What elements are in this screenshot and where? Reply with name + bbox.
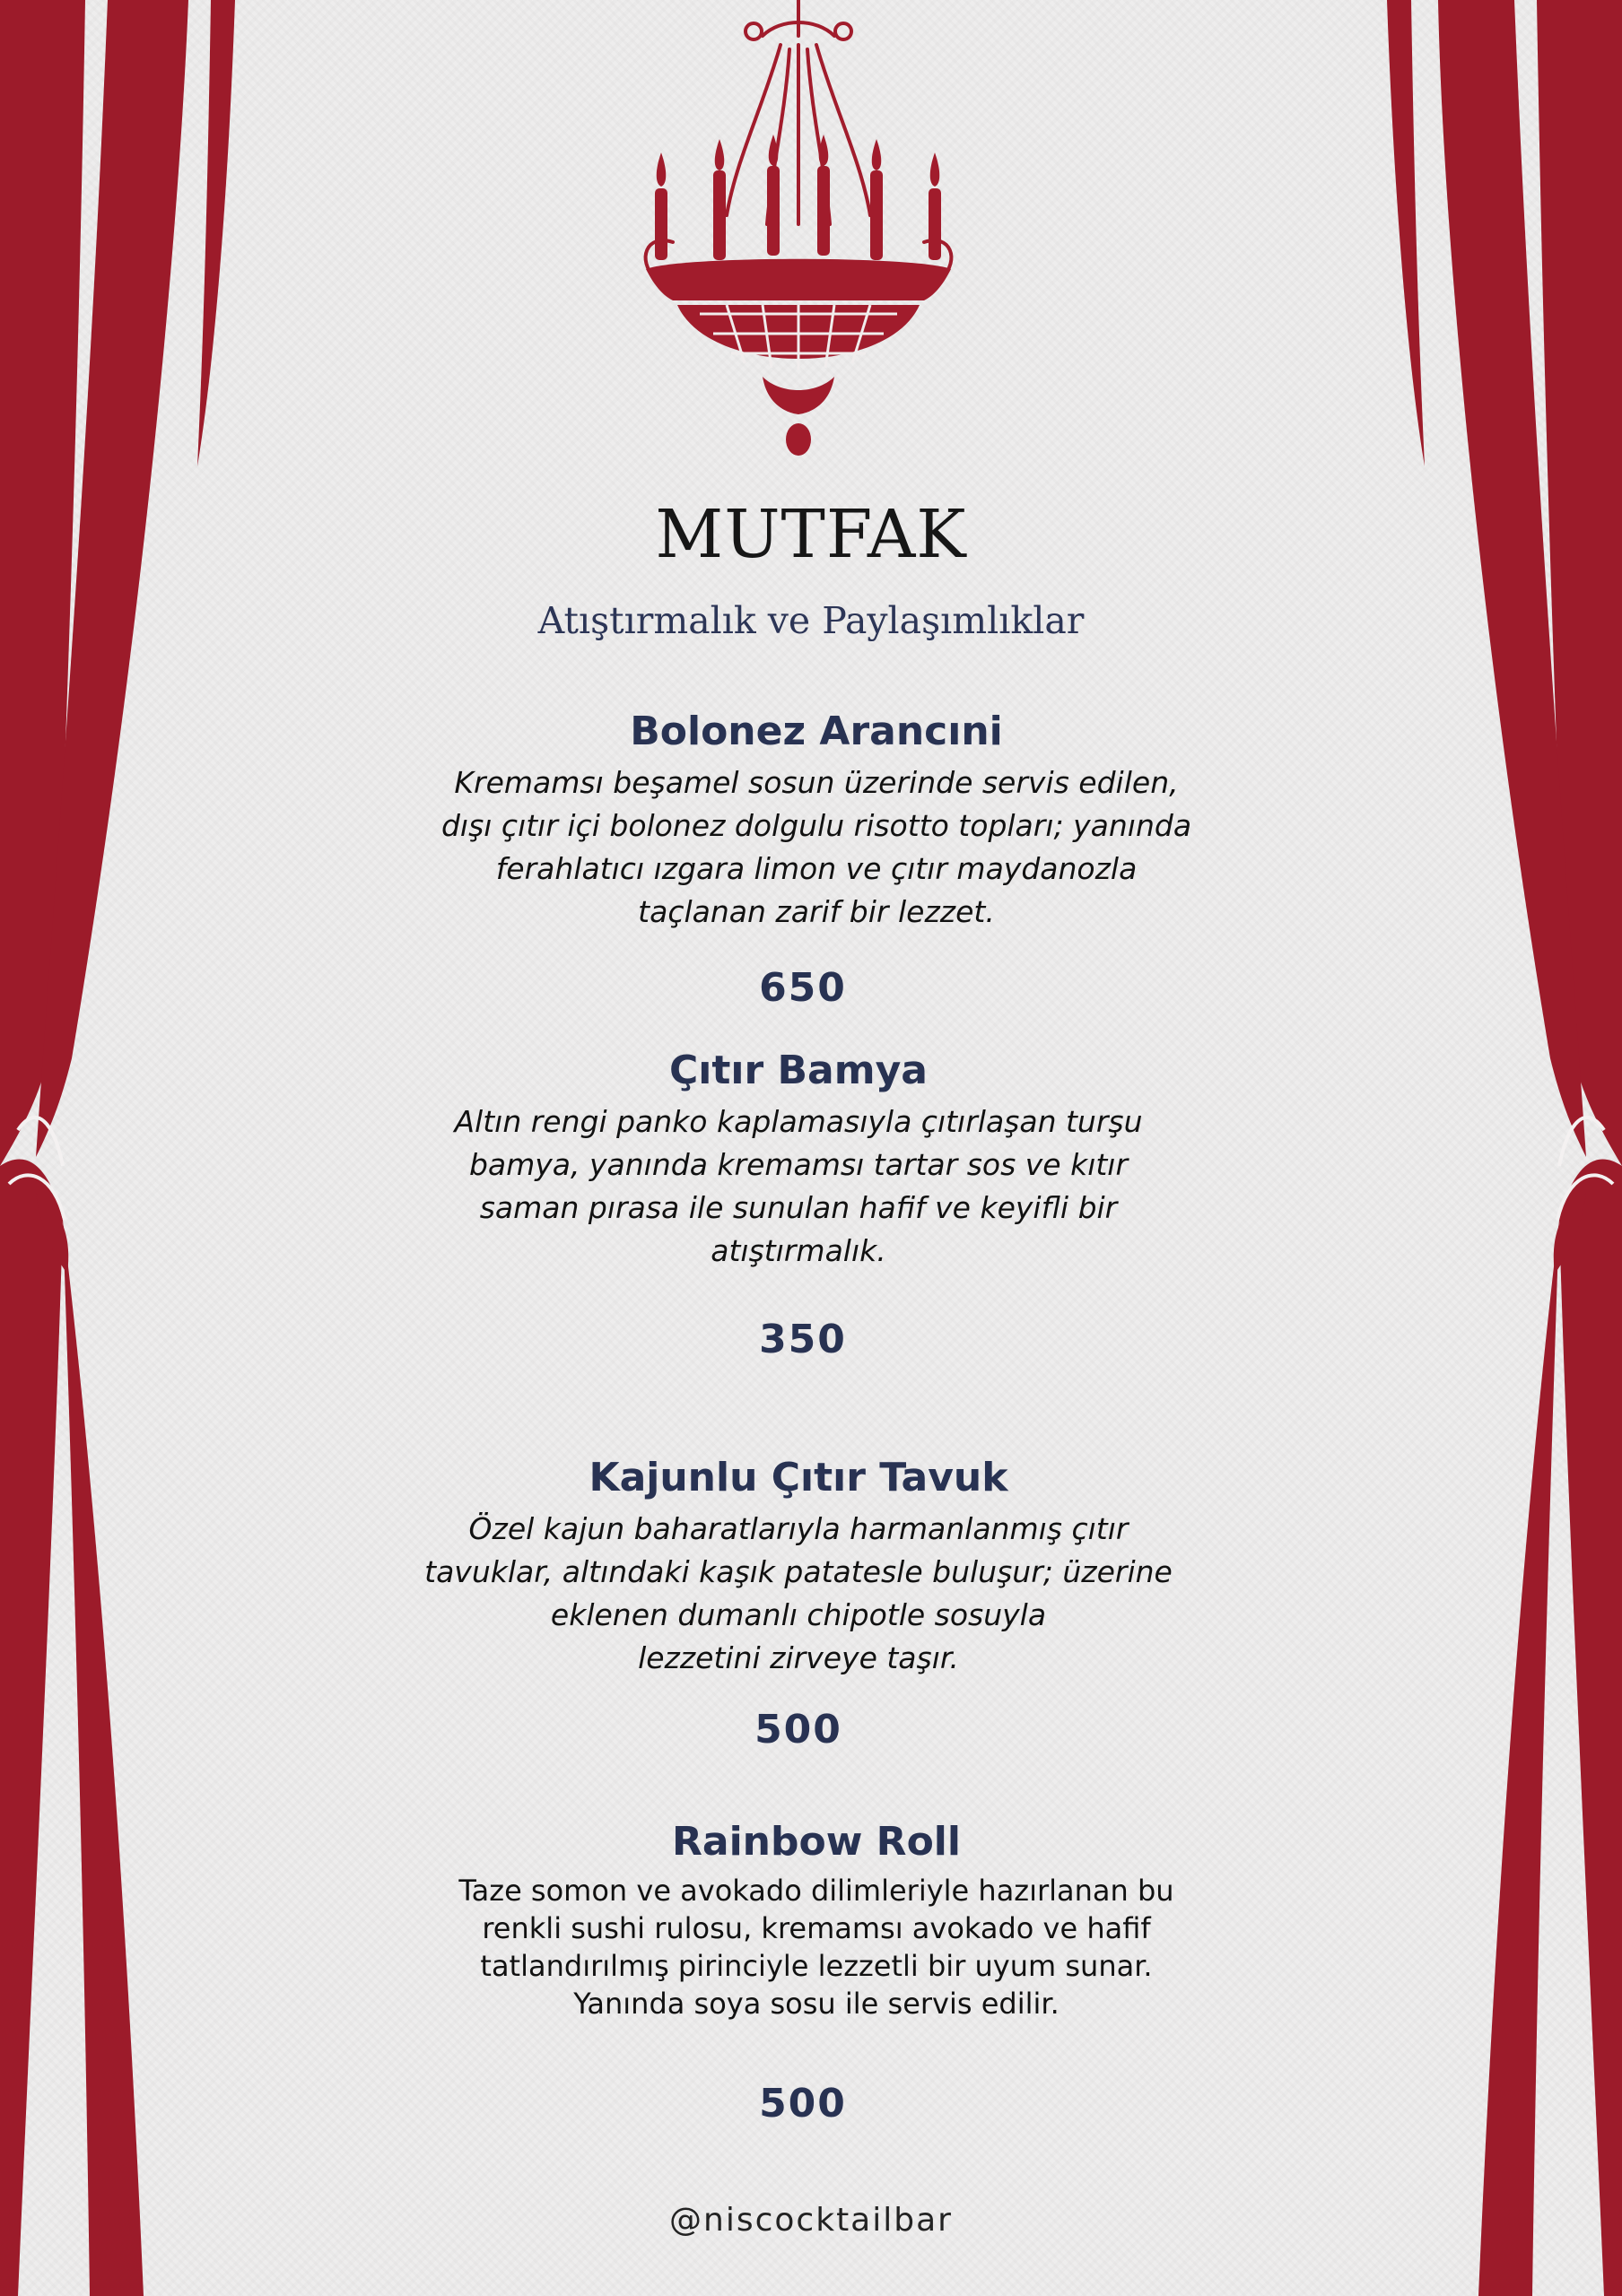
menu-item: [422, 1819, 1211, 2022]
menu-item-description: Altın rengi panko kaplamasıyla çıtırlaşan turşu bamya, yanında kremamsı tartar sos ve kıtır saman pırasa ile sunulan hafif ve keyifli bir atıştırmalık.: [454, 1104, 1143, 1268]
left-curtain-illustration: [0, 0, 269, 2296]
menu-item-name: Rainbow Roll: [672, 1819, 961, 1865]
menu-item-price: 650: [759, 965, 847, 1011]
page-title: MUTFAK: [655, 496, 967, 573]
menu-item-price: 350: [759, 1317, 847, 1362]
menu-item-name: Bolonez Arancıni: [630, 709, 1003, 754]
right-curtain-illustration: [1353, 0, 1622, 2296]
menu-item-name: Çıtır Bamya: [669, 1048, 928, 1093]
instagram-handle[interactable]: @niscocktailbar: [669, 2202, 953, 2239]
menu-item: [395, 1048, 1202, 1273]
menu-item-description: Kremamsı beşamel sosun üzerinde servis edilen, dışı çıtır içi bolonez dolgulu risotto topları; yanında ferahlatıcı ızgara limon ve çıtır maydanozla taçlanan zarif bir lezzet.: [440, 765, 1192, 929]
menu-item: [395, 709, 1238, 934]
menu-item-description: Taze somon ve avokado dilimleriyle hazırlanan bu renkli sushi rulosu, kremamsı avokado ve hafif tatlandırılmış pirinciyle lezzetli bir uyum sunar. Yanında soya sosu ile servis edilir.: [458, 1874, 1174, 2021]
menu-item-description: Özel kajun baharatlarıyla harmanlanmış çıtır tavuklar, altındaki kaşık patatesle buluşur; üzerine eklenen dumanlı chipotle sosuyla lezzetini zirveye taşır.: [424, 1511, 1173, 1675]
chandelier-illustration: [628, 0, 969, 462]
menu-item-price: 500: [754, 1707, 842, 1752]
page-subtitle: Atıştırmalık ve Paylaşımlıklar: [537, 599, 1085, 642]
menu-item-name: Kajunlu Çıtır Tavuk: [589, 1455, 1008, 1500]
menu-item: [395, 1455, 1202, 1680]
menu-item-price: 500: [759, 2081, 847, 2126]
